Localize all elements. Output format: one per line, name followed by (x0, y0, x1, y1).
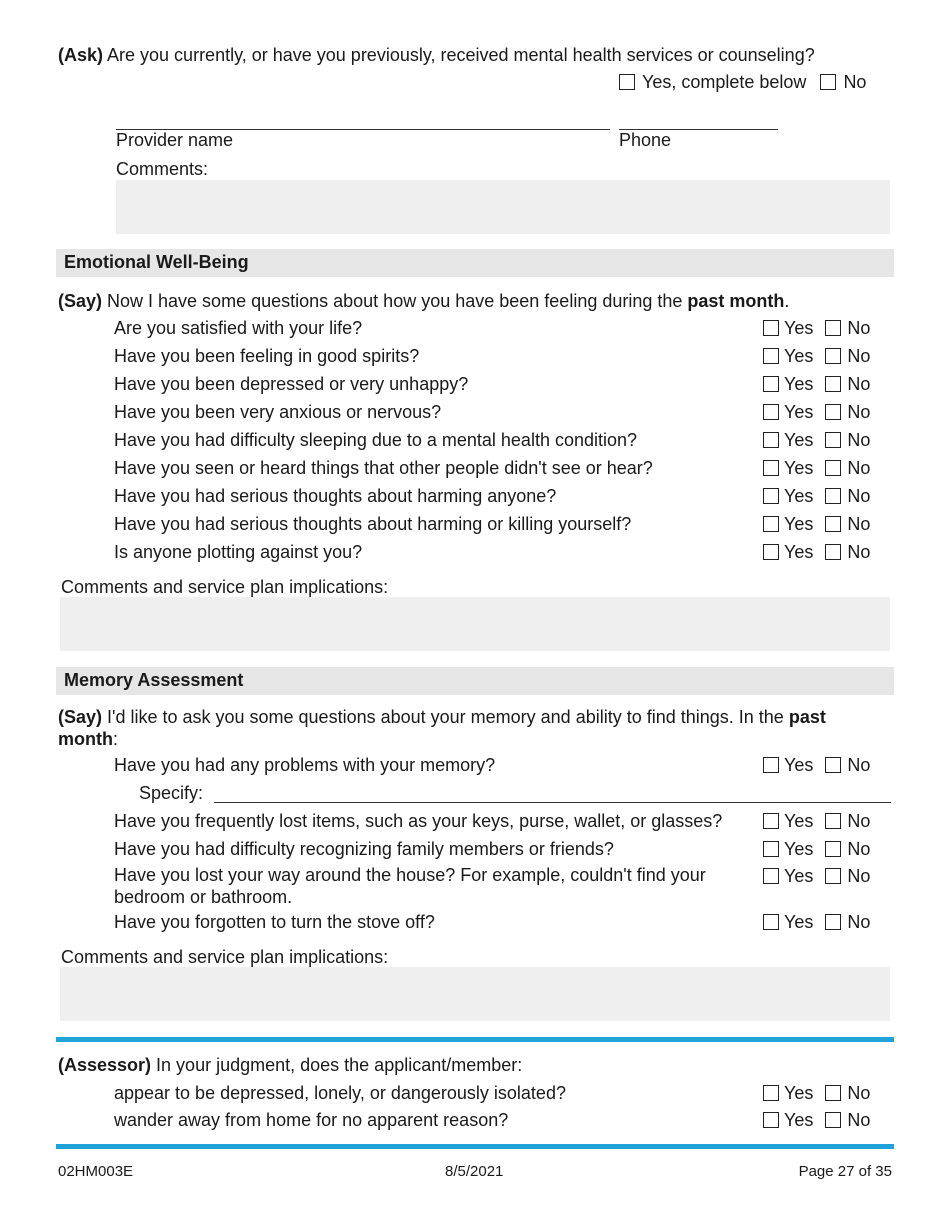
no-checkbox[interactable] (825, 1112, 841, 1128)
question-text: Have you been feeling in good spirits? (114, 346, 420, 366)
no-checkbox[interactable] (820, 74, 836, 90)
no-checkbox[interactable] (825, 348, 841, 364)
memory-intro-line2 (58, 729, 118, 750)
no-checkbox[interactable] (825, 841, 841, 857)
yes-checkbox[interactable] (763, 488, 779, 504)
no-label: No (847, 912, 871, 932)
yes-checkbox[interactable] (763, 516, 779, 532)
yes-checkbox[interactable] (763, 868, 779, 884)
yes-label: Yes (784, 542, 814, 562)
no-label: No (847, 374, 871, 394)
question-text: Have you had serious thoughts about harming or killing yourself? (114, 514, 632, 534)
no-label: No (847, 811, 871, 831)
ask-tag: (Ask) (58, 45, 104, 65)
yes-label: Yes (784, 346, 814, 366)
yes-no-group (763, 318, 870, 339)
comments-field[interactable] (60, 967, 890, 1021)
question-text: Is anyone plotting against you? (114, 542, 363, 562)
accent-divider (56, 1037, 894, 1042)
question-text: Have you had serious thoughts about harming anyone? (114, 486, 557, 506)
question-text: Have you frequently lost items, such as your keys, purse, wallet, or glasses? (114, 811, 723, 831)
yes-label: Yes (784, 912, 814, 932)
question-text: Have you been very anxious or nervous? (114, 402, 442, 422)
yes-no-group (763, 486, 870, 507)
assessor-intro (58, 1055, 522, 1076)
yes-checkbox[interactable] (763, 544, 779, 560)
footer-page-number: Page 27 of 35 (798, 1163, 892, 1180)
yes-label: Yes, complete below (642, 72, 807, 92)
no-label: No (847, 839, 871, 859)
yes-no-group (763, 811, 870, 832)
say-tag: (Say) (58, 291, 103, 311)
intro-end: : (112, 729, 118, 749)
yes-label: Yes (784, 318, 814, 338)
footer-form-id: 02HM003E (58, 1163, 134, 1180)
no-label: No (847, 346, 871, 366)
specify-label: Specify: (139, 783, 204, 803)
no-checkbox[interactable] (825, 404, 841, 420)
yes-checkbox[interactable] (763, 841, 779, 857)
section-header-emotional (56, 249, 894, 277)
yes-no-group (763, 542, 870, 563)
yes-no-group (763, 755, 870, 776)
yes-label: Yes (784, 839, 814, 859)
yes-checkbox[interactable] (763, 914, 779, 930)
yes-no-group (763, 458, 870, 479)
no-label: No (847, 486, 871, 506)
comments-field[interactable] (60, 597, 890, 651)
yes-checkbox[interactable] (763, 404, 779, 420)
no-label: No (847, 318, 871, 338)
assessor-tag: (Assessor) (58, 1055, 152, 1075)
no-label: No (847, 1083, 871, 1103)
question-text: wander away from home for no apparent reason? (114, 1110, 509, 1130)
mental-health-yes-no (619, 72, 866, 93)
comments-label: Comments and service plan implications: (61, 947, 389, 967)
yes-label: Yes (784, 811, 814, 831)
question-text: Have you lost your way around the house? For example, couldn't find your (114, 865, 706, 885)
no-checkbox[interactable] (825, 914, 841, 930)
yes-checkbox[interactable] (763, 1085, 779, 1101)
no-label: No (847, 402, 871, 422)
yes-checkbox[interactable] (763, 757, 779, 773)
yes-label: Yes (784, 374, 814, 394)
yes-label: Yes (784, 458, 814, 478)
question-text: Have you had difficulty recognizing family members or friends? (114, 839, 614, 859)
yes-no-group (763, 1110, 870, 1131)
no-checkbox[interactable] (825, 757, 841, 773)
yes-label: Yes (784, 402, 814, 422)
question-text: bedroom or bathroom. (114, 887, 293, 907)
specify-field[interactable] (214, 802, 891, 803)
no-checkbox[interactable] (825, 1085, 841, 1101)
question-text: Are you satisfied with your life? (114, 318, 363, 338)
no-checkbox[interactable] (825, 460, 841, 476)
section-header-memory (56, 667, 894, 695)
comments-field[interactable] (116, 180, 890, 234)
intro-end: . (784, 291, 790, 311)
question-text: Have you been depressed or very unhappy? (114, 374, 469, 394)
no-label: No (847, 430, 871, 450)
phone-label: Phone (619, 130, 672, 150)
comments-label: Comments: (116, 159, 209, 179)
no-label: No (843, 72, 867, 92)
comments-label: Comments and service plan implications: (61, 577, 389, 597)
yes-checkbox[interactable] (763, 320, 779, 336)
no-label: No (847, 1110, 871, 1130)
yes-label: Yes (784, 430, 814, 450)
accent-divider (56, 1144, 894, 1149)
yes-checkbox[interactable] (763, 348, 779, 364)
question-text: Have you seen or heard things that other people didn't see or hear? (114, 458, 653, 478)
no-checkbox[interactable] (825, 516, 841, 532)
yes-no-group (763, 912, 870, 933)
yes-label: Yes (784, 486, 814, 506)
yes-checkbox[interactable] (763, 1112, 779, 1128)
yes-checkbox[interactable] (763, 460, 779, 476)
yes-no-group (763, 346, 870, 367)
no-checkbox[interactable] (825, 868, 841, 884)
yes-label: Yes (784, 755, 814, 775)
yes-label: Yes (784, 1110, 814, 1130)
yes-checkbox[interactable] (619, 74, 635, 90)
yes-checkbox[interactable] (763, 376, 779, 392)
intro-bold: past (788, 707, 826, 727)
footer-date: 8/5/2021 (445, 1163, 504, 1180)
yes-no-group (763, 430, 870, 451)
section-title: Emotional Well-Being (64, 252, 249, 272)
no-label: No (847, 866, 871, 886)
no-checkbox[interactable] (825, 544, 841, 560)
emotional-intro (58, 291, 789, 312)
yes-no-group (763, 374, 870, 395)
yes-checkbox[interactable] (763, 813, 779, 829)
intro-text: I'd like to ask you some questions about your memory and ability to find things. In the (102, 707, 789, 727)
question-text: Are you currently, or have you previously, received mental health services or counseling? (103, 45, 815, 65)
intro-bold: past month (687, 291, 785, 311)
say-tag: (Say) (58, 707, 103, 727)
question-text: appear to be depressed, lonely, or dangerously isolated? (114, 1083, 566, 1103)
yes-no-group (763, 1083, 870, 1104)
no-checkbox[interactable] (825, 376, 841, 392)
no-label: No (847, 458, 871, 478)
memory-intro (58, 707, 826, 728)
yes-no-group (763, 514, 870, 535)
yes-label: Yes (784, 514, 814, 534)
yes-no-group (763, 866, 870, 887)
no-checkbox[interactable] (825, 813, 841, 829)
mental-health-question (58, 45, 815, 66)
question-text: Have you forgotten to turn the stove off? (114, 912, 435, 932)
no-checkbox[interactable] (825, 320, 841, 336)
no-label: No (847, 514, 871, 534)
no-checkbox[interactable] (825, 488, 841, 504)
yes-label: Yes (784, 866, 814, 886)
yes-no-group (763, 402, 870, 423)
section-title: Memory Assessment (64, 670, 244, 690)
question-text: Have you had difficulty sleeping due to a mental health condition? (114, 430, 638, 450)
no-label: No (847, 542, 871, 562)
yes-label: Yes (784, 1083, 814, 1103)
yes-no-group (763, 839, 870, 860)
no-checkbox[interactable] (825, 432, 841, 448)
intro-text: In your judgment, does the applicant/member: (151, 1055, 523, 1075)
intro-text: Now I have some questions about how you have been feeling during the (102, 291, 688, 311)
provider-name-label: Provider name (116, 130, 234, 150)
yes-checkbox[interactable] (763, 432, 779, 448)
question-text: Have you had any problems with your memory? (114, 755, 496, 775)
intro-bold: month (58, 729, 113, 749)
no-label: No (847, 755, 871, 775)
